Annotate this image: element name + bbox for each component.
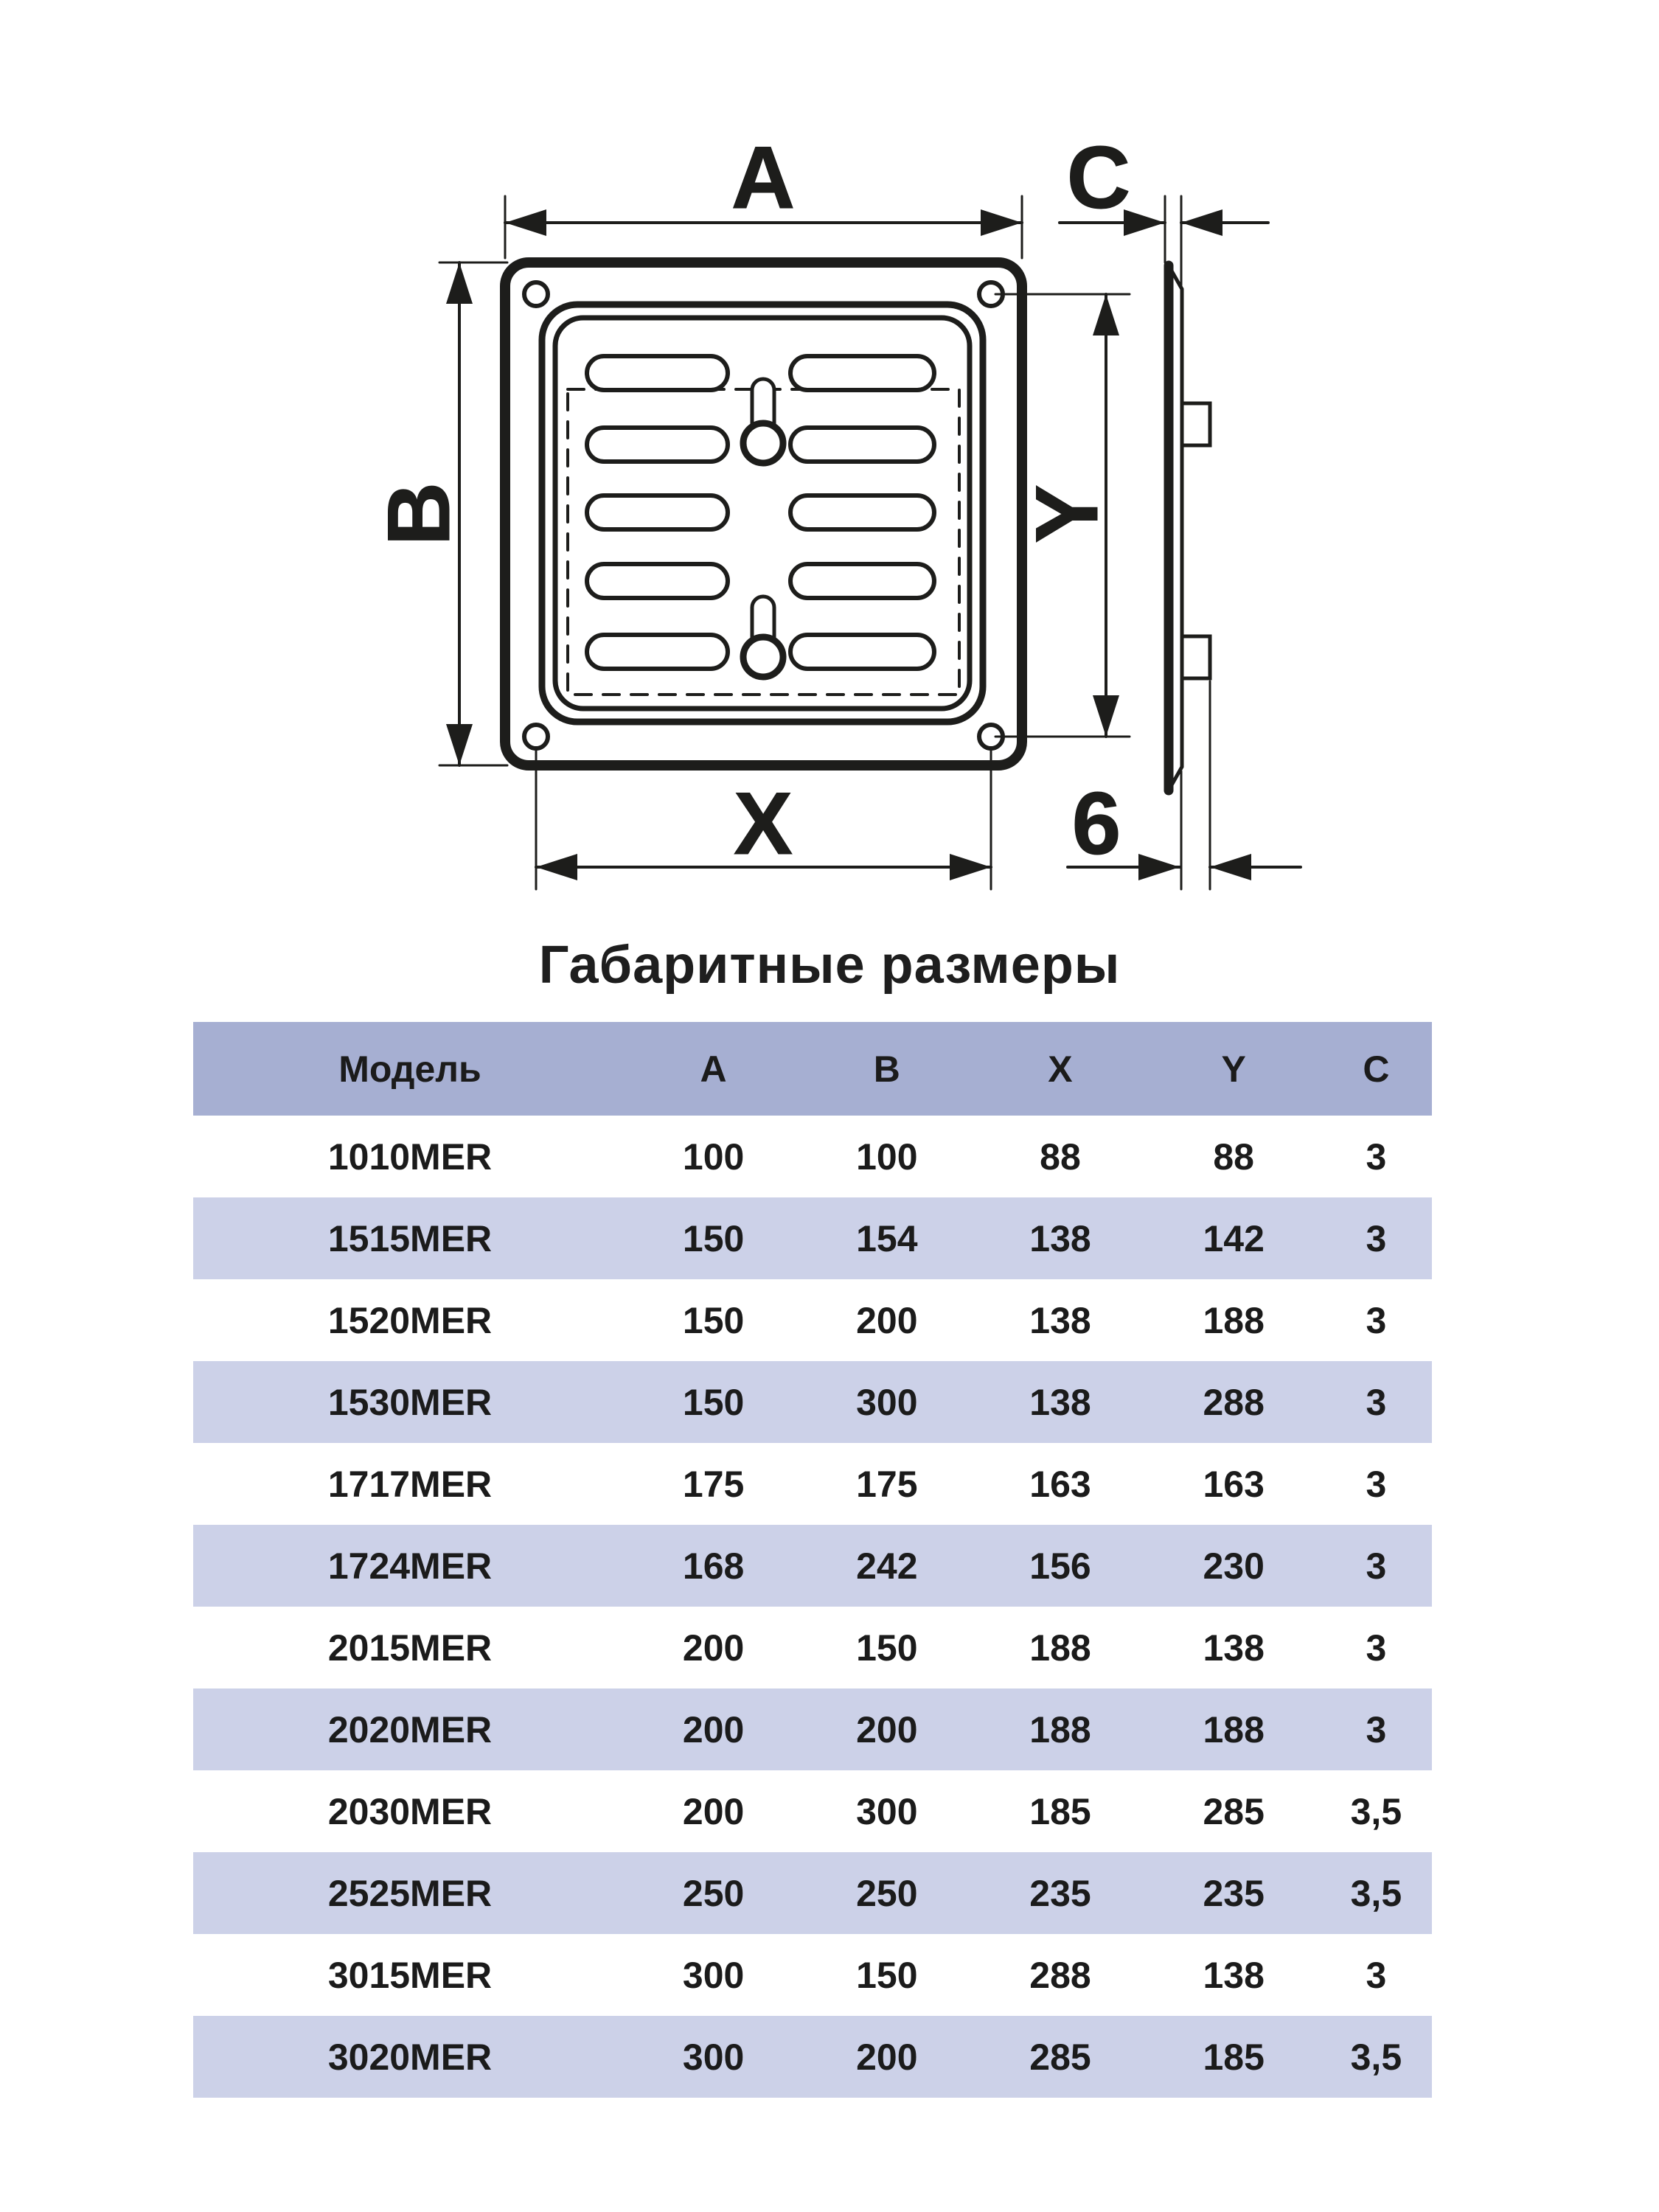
table-cell: 88 [1040, 1135, 1081, 1178]
table-row [193, 1852, 1432, 1934]
table-cell: 185 [1029, 1790, 1091, 1832]
table-cell: 188 [1029, 1708, 1091, 1750]
table-cell: 242 [856, 1545, 918, 1587]
table-cell: 300 [682, 2036, 745, 2078]
table-cell: 3 [1366, 1217, 1387, 1259]
louver-slot [790, 495, 934, 529]
table-row [193, 1688, 1432, 1770]
table-cell: 138 [1203, 1954, 1265, 1996]
dimensions-table [193, 1022, 1432, 2098]
table-cell: 3 [1366, 1381, 1387, 1423]
louver-slot [587, 428, 728, 462]
table-cell: 200 [856, 1299, 918, 1341]
louver-slot [790, 635, 934, 669]
table-cell: 288 [1029, 1954, 1091, 1996]
dimension-drawing [0, 0, 1659, 929]
table-cell: 230 [1203, 1545, 1265, 1587]
dim-label-b: B [369, 481, 468, 546]
table-cell: 200 [682, 1627, 745, 1669]
table-cell: 3,5 [1350, 1872, 1402, 1914]
table-cell: 150 [682, 1299, 745, 1341]
mounting-tab-bottom [1182, 636, 1210, 678]
table-row [193, 1443, 1432, 1525]
table-header-row [193, 1022, 1432, 1116]
table-cell: 138 [1029, 1299, 1091, 1341]
column-header-y: Y [1221, 1048, 1246, 1090]
table-cell: 138 [1203, 1627, 1265, 1669]
table-cell: 300 [856, 1381, 918, 1423]
table-cell: 163 [1029, 1463, 1091, 1505]
table-row [193, 2016, 1432, 2098]
table-cell: 185 [1203, 2036, 1265, 2078]
table-cell: 235 [1029, 1872, 1091, 1914]
louver-slot [587, 356, 728, 390]
screw-hole [524, 282, 548, 306]
table-cell: 285 [1029, 2036, 1091, 2078]
table-cell: 150 [856, 1627, 918, 1669]
table-cell: 188 [1203, 1299, 1265, 1341]
column-header-a: A [700, 1048, 727, 1090]
louver-slot [587, 564, 728, 598]
table-cell: 3 [1366, 1299, 1387, 1341]
table-cell: 138 [1029, 1217, 1091, 1259]
table-cell: 3 [1366, 1708, 1387, 1750]
table-cell: 168 [682, 1545, 745, 1587]
table-cell: 175 [856, 1463, 918, 1505]
table-cell: 3,5 [1350, 1790, 1402, 1832]
table-cell: 163 [1203, 1463, 1265, 1505]
front-view [505, 262, 1022, 765]
table-cell: 300 [682, 1954, 745, 1996]
model-cell: 1520MER [327, 1299, 493, 1341]
table-cell: 235 [1203, 1872, 1265, 1914]
table-cell: 3 [1366, 1135, 1387, 1178]
dim-label-c: C [1066, 128, 1131, 227]
table-cell: 288 [1203, 1381, 1265, 1423]
table-row [193, 1525, 1432, 1607]
table-cell: 285 [1203, 1790, 1265, 1832]
louver-slot [587, 635, 728, 669]
table-cell: 3 [1366, 1627, 1387, 1669]
table-row [193, 1770, 1432, 1852]
column-header-model: Модель [338, 1048, 481, 1090]
table-cell: 188 [1203, 1708, 1265, 1750]
louver-slot [587, 495, 728, 529]
table-row [193, 1607, 1432, 1688]
table-cell: 200 [682, 1708, 745, 1750]
table-cell: 188 [1029, 1627, 1091, 1669]
dim-label-6: 6 [1071, 774, 1121, 873]
model-cell: 1010MER [327, 1135, 493, 1178]
table-cell: 150 [856, 1954, 918, 1996]
dim-label-y: Y [1018, 484, 1116, 544]
table-row [193, 1279, 1432, 1361]
model-cell: 2020MER [327, 1708, 493, 1750]
table-cell: 3 [1366, 1463, 1387, 1505]
model-cell: 3020MER [327, 2036, 493, 2078]
table-cell: 150 [682, 1217, 745, 1259]
mounting-tab-top [1182, 403, 1210, 445]
model-cell: 3015MER [327, 1954, 493, 1996]
louver-slot [790, 356, 934, 390]
screw-hole [524, 725, 548, 748]
plate-outline [505, 262, 1022, 765]
table-row [193, 1197, 1432, 1279]
column-header-x: X [1048, 1048, 1073, 1090]
model-cell: 1515MER [327, 1217, 493, 1259]
model-cell: 1530MER [327, 1381, 493, 1423]
column-header-b: B [873, 1048, 900, 1090]
table-cell: 150 [682, 1381, 745, 1423]
table-cell: 142 [1203, 1217, 1265, 1259]
table-cell: 200 [856, 1708, 918, 1750]
table-cell: 100 [682, 1135, 745, 1178]
model-cell: 1717MER [327, 1463, 493, 1505]
column-header-c: C [1363, 1048, 1390, 1090]
dim-label-x: X [733, 774, 793, 873]
louver-slot [790, 428, 934, 462]
table-cell: 88 [1213, 1135, 1254, 1178]
louver-slot [790, 564, 934, 598]
table-cell: 100 [856, 1135, 918, 1178]
table-cell: 175 [682, 1463, 745, 1505]
section-title: Габаритные размеры [538, 936, 1121, 995]
model-cell: 2015MER [327, 1627, 493, 1669]
table-cell: 3,5 [1350, 2036, 1402, 2078]
table-cell: 200 [856, 2036, 918, 2078]
model-cell: 2030MER [327, 1790, 493, 1832]
table-cell: 156 [1029, 1545, 1091, 1587]
model-cell: 1724MER [327, 1545, 493, 1587]
table-cell: 138 [1029, 1381, 1091, 1423]
table-cell: 154 [856, 1217, 918, 1259]
table-cell: 3 [1366, 1545, 1387, 1587]
dim-label-a: A [731, 128, 796, 227]
table-cell: 250 [856, 1872, 918, 1914]
table-row [193, 1361, 1432, 1443]
side-view [1169, 265, 1210, 790]
table-row [193, 1116, 1432, 1197]
table-cell: 3 [1366, 1954, 1387, 1996]
model-cell: 2525MER [327, 1872, 493, 1914]
table-cell: 300 [856, 1790, 918, 1832]
table-row [193, 1934, 1432, 2016]
table-cell: 250 [682, 1872, 745, 1914]
table-cell: 200 [682, 1790, 745, 1832]
